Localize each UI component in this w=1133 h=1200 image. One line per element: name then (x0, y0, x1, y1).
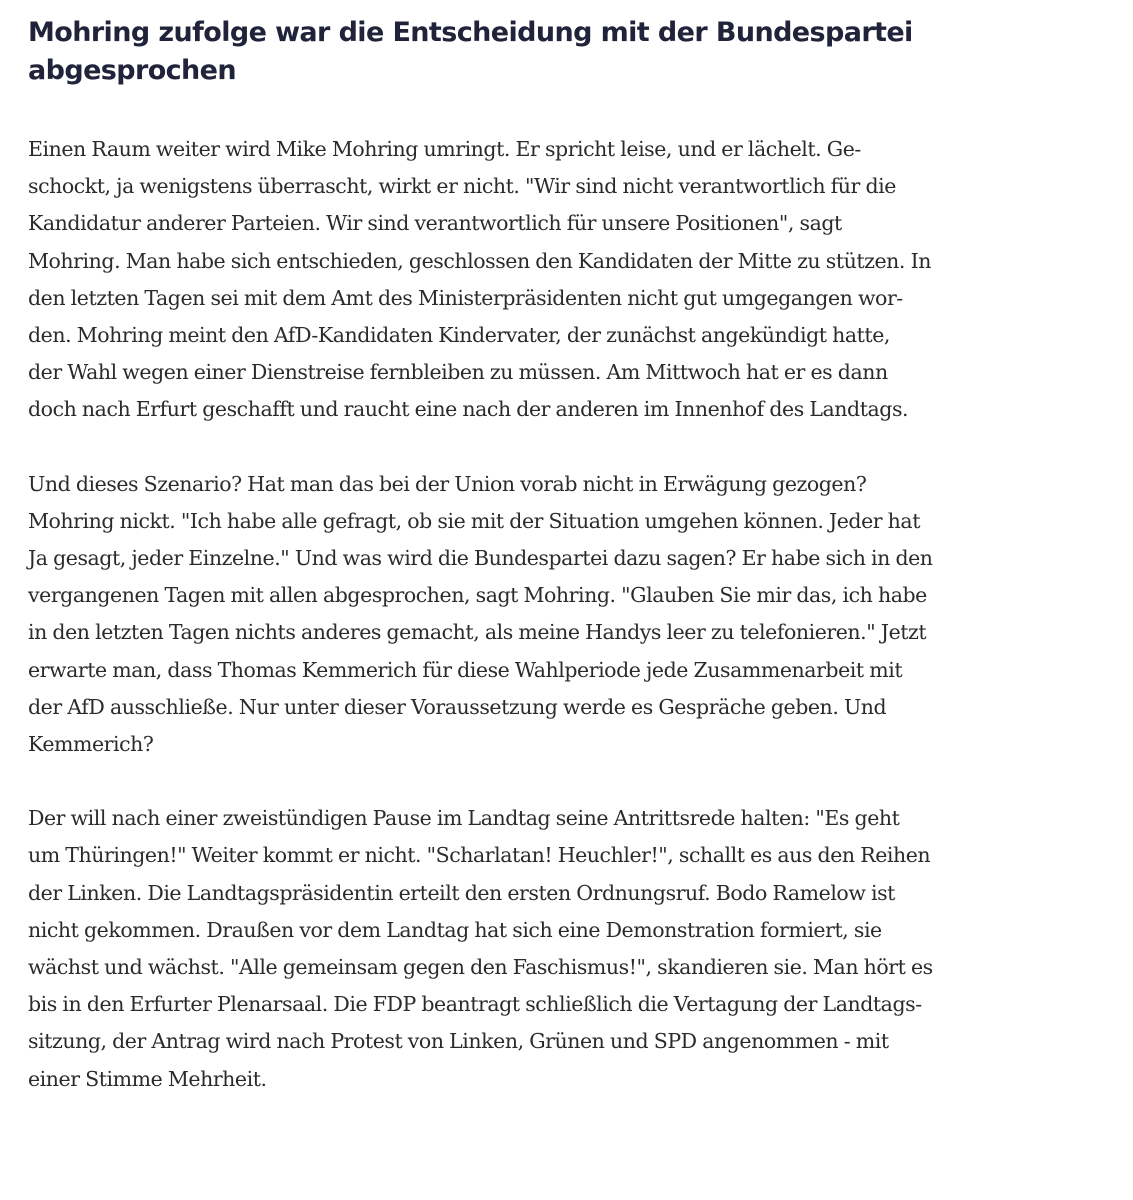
text-line: in den letzten Tagen nichts anderes gemacht, als meine Handys leer zu telefonieren." Jetzt (28, 620, 927, 645)
text-line: den letzten Tagen sei mit dem Amt des Ministerpräsidenten nicht gut umgegangen wor- (28, 285, 903, 310)
text-line: der Wahl wegen einer Dienstreise fernbleiben zu müssen. Am Mittwoch hat er es dann (28, 360, 888, 385)
text-line: vergangenen Tagen mit allen abgesprochen, sagt Mohring. "Glauben Sie mir das, ich habe (28, 583, 927, 608)
text-line: Kemmerich? (28, 732, 154, 757)
text-line: wächst und wächst. "Alle gemeinsam gegen den Faschismus!", skandieren sie. Man hört es (28, 955, 933, 980)
text-line: bis in den Erfurter Plenarsaal. Die FDP beantragt schließlich die Vertagung der Landtags- (28, 992, 922, 1017)
paragraph-3 (28, 800, 1113, 1098)
text-line: der AfD ausschließe. Nur unter dieser Voraussetzung werde es Gespräche geben. Und (28, 694, 887, 719)
text-line: Mohring nickt. "Ich habe alle gefragt, ob sie mit der Situation umgehen können. Jeder hat (28, 508, 920, 533)
article (28, 0, 1113, 1098)
text-line: doch nach Erfurt geschafft und raucht eine nach der anderen im Innenhof des Landtags. (28, 397, 909, 422)
text-line: schockt, ja wenigstens überrascht, wirkt er nicht. "Wir sind nicht verantwortlich für die (28, 174, 896, 199)
text-line: einer Stimme Mehrheit. (28, 1066, 267, 1091)
text-line: um Thüringen!" Weiter kommt er nicht. "Scharlatan! Heuchler!", schallt es aus den Reihen (28, 843, 931, 868)
text-line: Ja gesagt, jeder Einzelne." Und was wird die Bundespartei dazu sagen? Er habe sich in den (28, 546, 933, 571)
text-line: Einen Raum weiter wird Mike Mohring umringt. Er spricht leise, und er lächelt. Ge- (28, 137, 861, 161)
text-line: Der will nach einer zweistündigen Pause im Landtag seine Antrittsrede halten: "Es geht (28, 806, 900, 831)
subheading-line: Mohring zufolge war die Entscheidung mit der Bundespartei (28, 17, 913, 48)
text-line: Mohring. Man habe sich entschieden, geschlossen den Kandidaten der Mitte zu stützen. In (28, 248, 931, 273)
text-line: Und dieses Szenario? Hat man das bei der Union vorab nicht in Erwägung gezogen? (28, 471, 867, 496)
paragraph-1 (28, 131, 1113, 429)
text-line: nicht gekommen. Draußen vor dem Landtag hat sich eine Demonstration formiert, sie (28, 917, 882, 942)
paragraph-2 (28, 466, 1113, 764)
text-line: Kandidatur anderer Parteien. Wir sind verantwortlich für unsere Positionen", sagt (28, 211, 842, 236)
text-line: sitzung, der Antrag wird nach Protest von Linken, Grünen und SPD angenommen - mit (28, 1029, 889, 1054)
text-line: erwarte man, dass Thomas Kemmerich für diese Wahlperiode jede Zusammenarbeit mit (28, 657, 903, 682)
text-line: den. Mohring meint den AfD-Kandidaten Kindervater, der zunächst angekündigt hatte, (28, 323, 890, 348)
subheading-line: abgesprochen (28, 55, 237, 86)
text-line: der Linken. Die Landtagspräsidentin erteilt den ersten Ordnungsruf. Bodo Ramelow ist (28, 880, 895, 905)
article-subheading (28, 14, 1113, 90)
